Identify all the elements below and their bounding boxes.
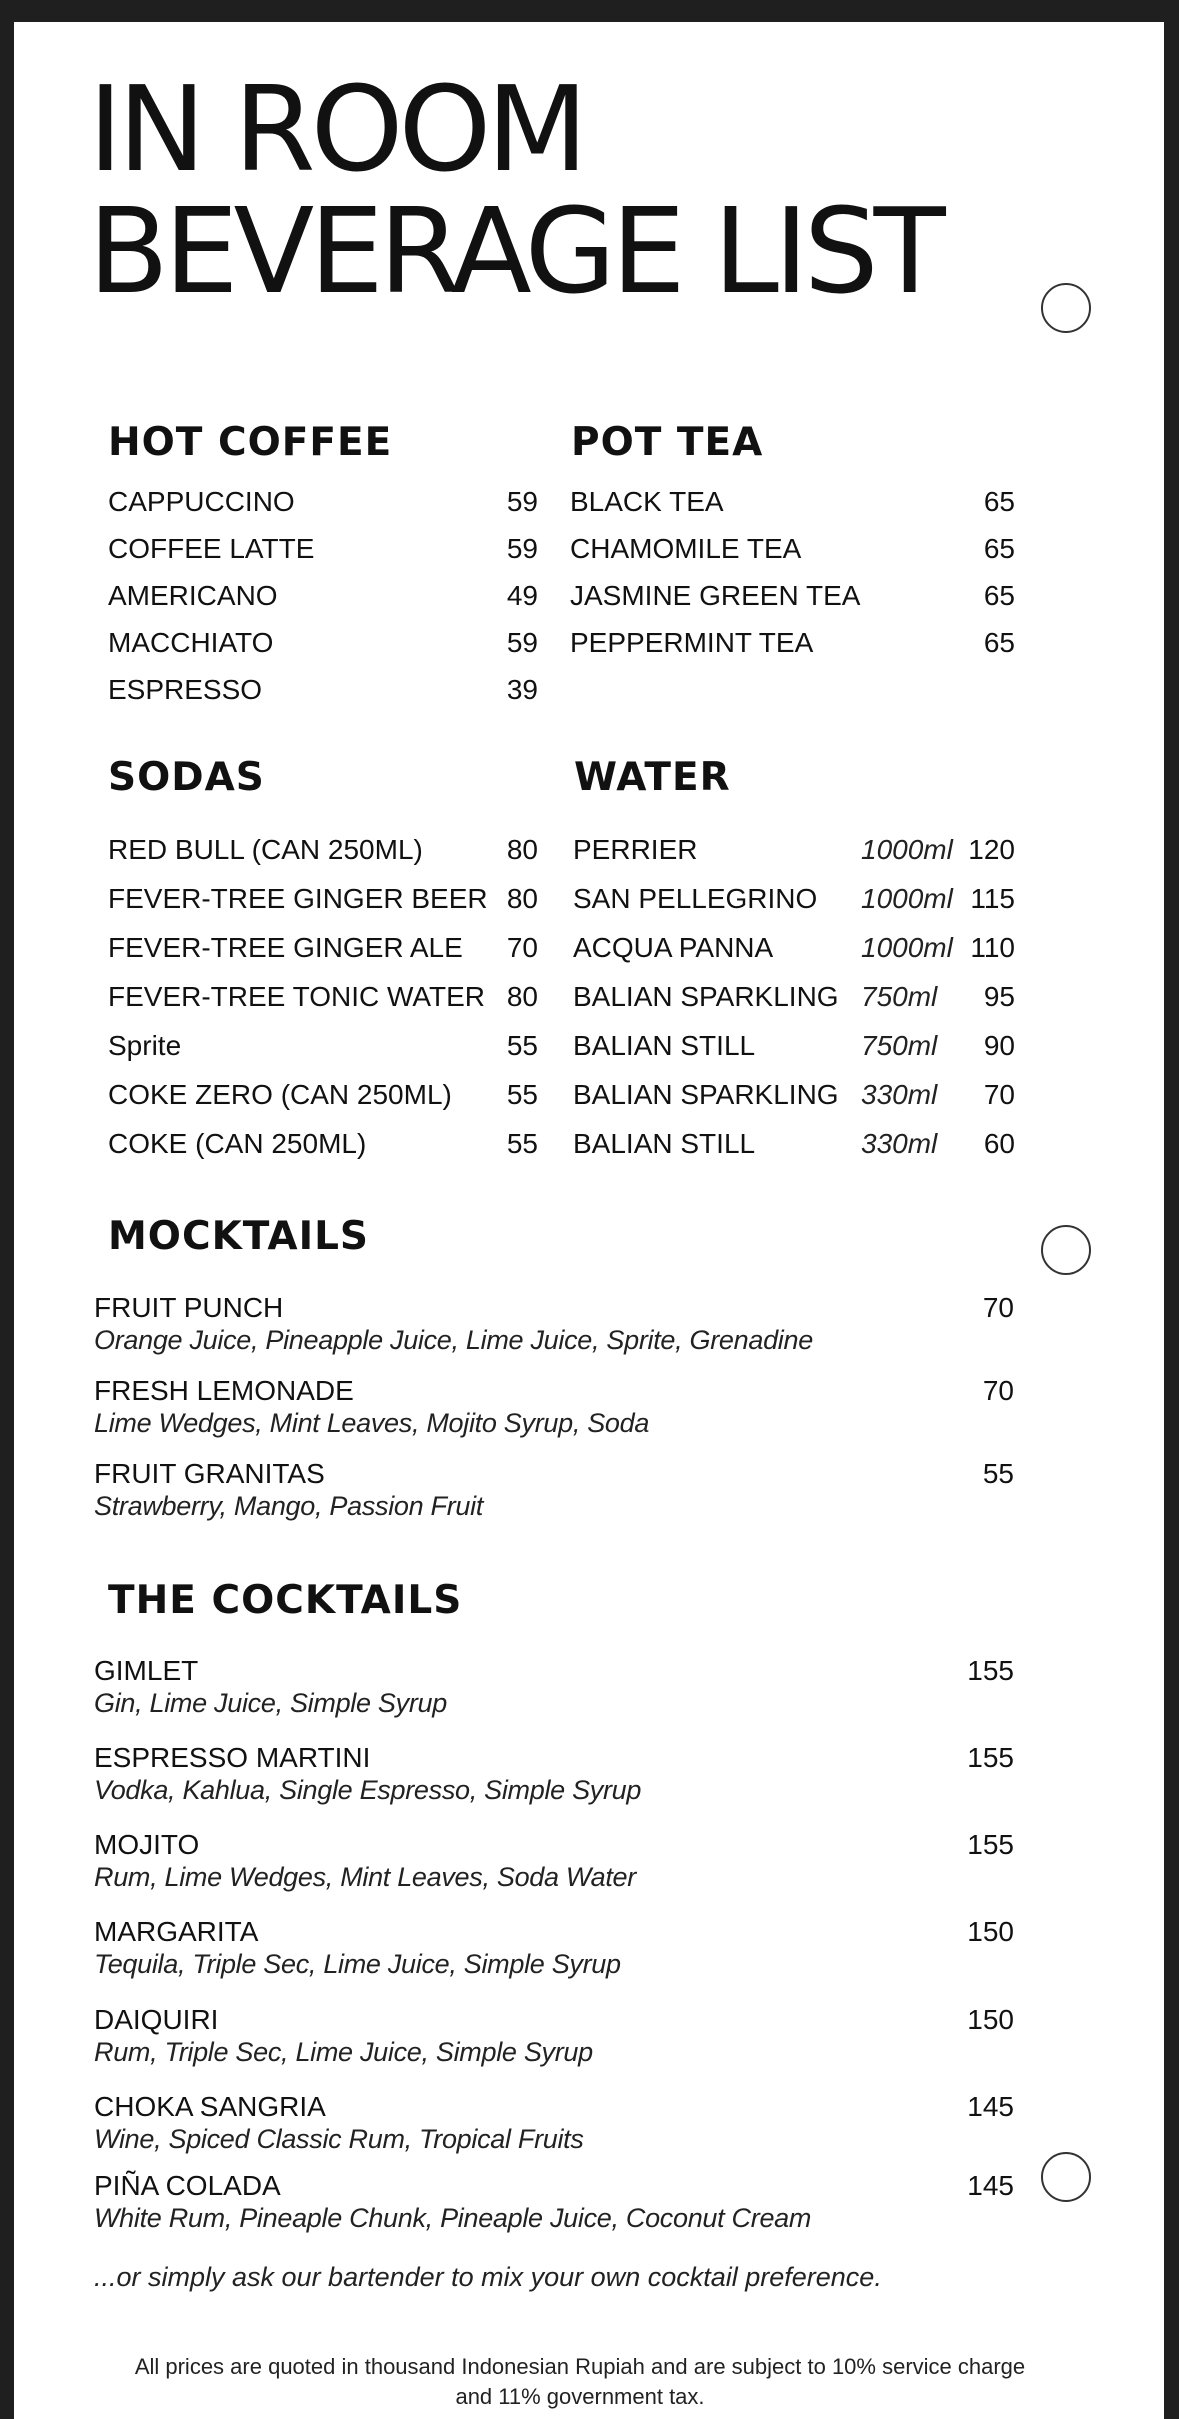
item-description: Wine, Spiced Classic Rum, Tropical Fruits: [94, 2124, 584, 2154]
item-description: Rum, Lime Wedges, Mint Leaves, Soda Water: [94, 1862, 636, 1892]
item-name: BALIAN SPARKLING: [573, 981, 839, 1012]
item-name: SAN PELLEGRINO: [573, 883, 818, 914]
item-name: ACQUA PANNA: [573, 932, 774, 963]
coffee-item: [108, 623, 538, 663]
item-price: 95: [983, 981, 1015, 1012]
item-price: 155: [967, 1829, 1014, 1860]
item-description: Strawberry, Mango, Passion Fruit: [94, 1491, 484, 1521]
tea-item: [570, 529, 1015, 569]
cocktail-item: [94, 1916, 1014, 1980]
item-name: RED BULL (CAN 250ML): [108, 834, 423, 865]
item-price: 120: [968, 834, 1015, 865]
item-name: FEVER-TREE TONIC WATER: [108, 981, 485, 1012]
item-price: 70: [982, 1375, 1014, 1406]
section-heading-water: WATER: [574, 755, 731, 800]
coffee-item: [108, 670, 538, 710]
bartender-note: ...or simply ask our bartender to mix your own cocktail preference.: [94, 2262, 882, 2292]
soda-item: [108, 1124, 538, 1164]
item-description: White Rum, Pineaple Chunk, Pineaple Juice, Coconut Cream: [94, 2203, 812, 2233]
water-item: [573, 830, 1015, 870]
item-description: Gin, Lime Juice, Simple Syrup: [94, 1688, 447, 1718]
item-price: 80: [506, 981, 538, 1012]
water-item: [573, 1075, 1015, 1115]
item-name: PIÑA COLADA: [94, 2170, 281, 2201]
item-description: Lime Wedges, Mint Leaves, Mojito Syrup, Soda: [94, 1408, 650, 1438]
tea-item: [570, 623, 1015, 663]
item-price: 59: [506, 533, 538, 564]
item-name: FRUIT GRANITAS: [94, 1458, 325, 1489]
item-name: CHOKA SANGRIA: [94, 2091, 326, 2122]
item-price: 70: [982, 1292, 1014, 1323]
item-price: 65: [983, 486, 1015, 517]
item-price: 65: [983, 627, 1015, 658]
tea-item: [570, 482, 1015, 522]
item-description: Rum, Triple Sec, Lime Juice, Simple Syrup: [94, 2037, 593, 2067]
item-price: 55: [506, 1030, 538, 1061]
item-price: 65: [983, 533, 1015, 564]
item-name: PEPPERMINT TEA: [570, 627, 814, 658]
item-name: BALIAN STILL: [573, 1030, 756, 1061]
item-price: 90: [983, 1030, 1015, 1061]
cocktail-item: [94, 1742, 1014, 1806]
item-volume: 750ml: [861, 981, 938, 1012]
item-price: 70: [983, 1079, 1015, 1110]
soda-item: [108, 879, 538, 919]
section-heading-pot-tea: POT TEA: [571, 420, 764, 465]
soda-item: [108, 977, 538, 1017]
item-name: CAPPUCCINO: [108, 486, 295, 517]
soda-item: [108, 1026, 538, 1066]
binder-hole-icon: [1041, 283, 1091, 333]
water-item: [573, 977, 1015, 1017]
item-price: 155: [967, 1655, 1014, 1686]
item-volume: 750ml: [861, 1030, 938, 1061]
item-price: 49: [506, 580, 538, 611]
item-price: 145: [967, 2170, 1014, 2201]
soda-item: [108, 928, 538, 968]
cocktail-item: [94, 2091, 1014, 2155]
coffee-item: [108, 576, 538, 616]
item-name: MARGARITA: [94, 1916, 259, 1947]
item-price: 80: [506, 834, 538, 865]
item-volume: 330ml: [861, 1128, 938, 1159]
item-name: DAIQUIRI: [94, 2004, 219, 2035]
item-price: 150: [967, 1916, 1014, 1947]
soda-item: [108, 1075, 538, 1115]
binder-hole-icon: [1041, 2152, 1091, 2202]
item-name: BALIAN SPARKLING: [573, 1079, 839, 1110]
soda-item: [108, 830, 538, 870]
item-price: 59: [506, 627, 538, 658]
item-name: ESPRESSO: [108, 674, 263, 705]
water-item: [573, 1026, 1015, 1066]
item-price: 110: [970, 932, 1015, 963]
item-volume: 1000ml: [861, 834, 953, 865]
item-name: FRUIT PUNCH: [94, 1292, 284, 1323]
item-price: 55: [506, 1079, 538, 1110]
coffee-item: [108, 529, 538, 569]
item-name: MOJITO: [94, 1829, 200, 1860]
water-item: [573, 928, 1015, 968]
mocktail-item: [94, 1375, 1014, 1439]
item-name: COFFEE LATTE: [108, 533, 315, 564]
item-price: 65: [983, 580, 1015, 611]
item-name: BLACK TEA: [570, 486, 724, 517]
item-name: ESPRESSO MARTINI: [94, 1742, 371, 1773]
item-volume: 1000ml: [861, 932, 953, 963]
cocktail-item: [94, 2170, 1014, 2234]
footer-line-1: All prices are quoted in thousand Indonesian Rupiah and are subject to 10% service charge: [134, 2354, 1026, 2379]
item-name: COKE ZERO (CAN 250ML): [108, 1079, 452, 1110]
item-volume: 1000ml: [861, 883, 953, 914]
coffee-item: [108, 482, 538, 522]
section-heading-hot-coffee: HOT COFFEE: [108, 420, 393, 465]
cocktail-item: [94, 1829, 1014, 1893]
title-line-2: BEVERAGE LIST: [88, 182, 941, 320]
item-name: FEVER-TREE GINGER BEER: [108, 883, 488, 914]
water-item: [573, 879, 1015, 919]
item-price: 55: [506, 1128, 538, 1159]
menu-title: [88, 60, 988, 320]
mocktail-item: [94, 1292, 1014, 1356]
mocktail-item: [94, 1458, 1014, 1522]
item-name: FEVER-TREE GINGER ALE: [108, 932, 463, 963]
item-name: GIMLET: [94, 1655, 199, 1686]
item-price: 80: [506, 883, 538, 914]
item-description: Vodka, Kahlua, Single Espresso, Simple Syrup: [94, 1775, 642, 1805]
item-price: 55: [982, 1458, 1014, 1489]
item-name: BALIAN STILL: [573, 1128, 756, 1159]
item-description: Orange Juice, Pineapple Juice, Lime Juice, Sprite, Grenadine: [94, 1325, 813, 1355]
item-price: 155: [967, 1742, 1014, 1773]
binder-hole-icon: [1041, 1225, 1091, 1275]
item-name: MACCHIATO: [108, 627, 274, 658]
title-line-1: IN ROOM: [88, 60, 584, 198]
item-volume: 330ml: [861, 1079, 938, 1110]
item-price: 115: [970, 883, 1015, 914]
footer-line-2: and 11% government tax.: [455, 2384, 705, 2409]
cocktail-item: [94, 1655, 1014, 1719]
item-price: 150: [967, 2004, 1014, 2035]
item-description: Tequila, Triple Sec, Lime Juice, Simple Syrup: [94, 1949, 621, 1979]
item-price: 60: [983, 1128, 1015, 1159]
item-name: Sprite: [108, 1030, 182, 1061]
section-heading-sodas: SODAS: [108, 755, 265, 800]
item-price: 70: [506, 932, 538, 963]
item-name: COKE (CAN 250ML): [108, 1128, 367, 1159]
item-name: PERRIER: [573, 834, 698, 865]
item-price: 39: [506, 674, 538, 705]
item-price: 145: [967, 2091, 1014, 2122]
item-price: 59: [506, 486, 538, 517]
item-name: FRESH LEMONADE: [94, 1375, 354, 1406]
water-item: [573, 1124, 1015, 1164]
tea-item: [570, 576, 1015, 616]
item-name: AMERICANO: [108, 580, 278, 611]
section-heading-cocktails: THE COCKTAILS: [108, 1578, 463, 1623]
item-name: JASMINE GREEN TEA: [570, 580, 861, 611]
item-name: CHAMOMILE TEA: [570, 533, 802, 564]
cocktail-item: [94, 2004, 1014, 2068]
footer-disclaimer: [60, 2352, 1100, 2412]
section-heading-mocktails: MOCKTAILS: [108, 1214, 370, 1259]
